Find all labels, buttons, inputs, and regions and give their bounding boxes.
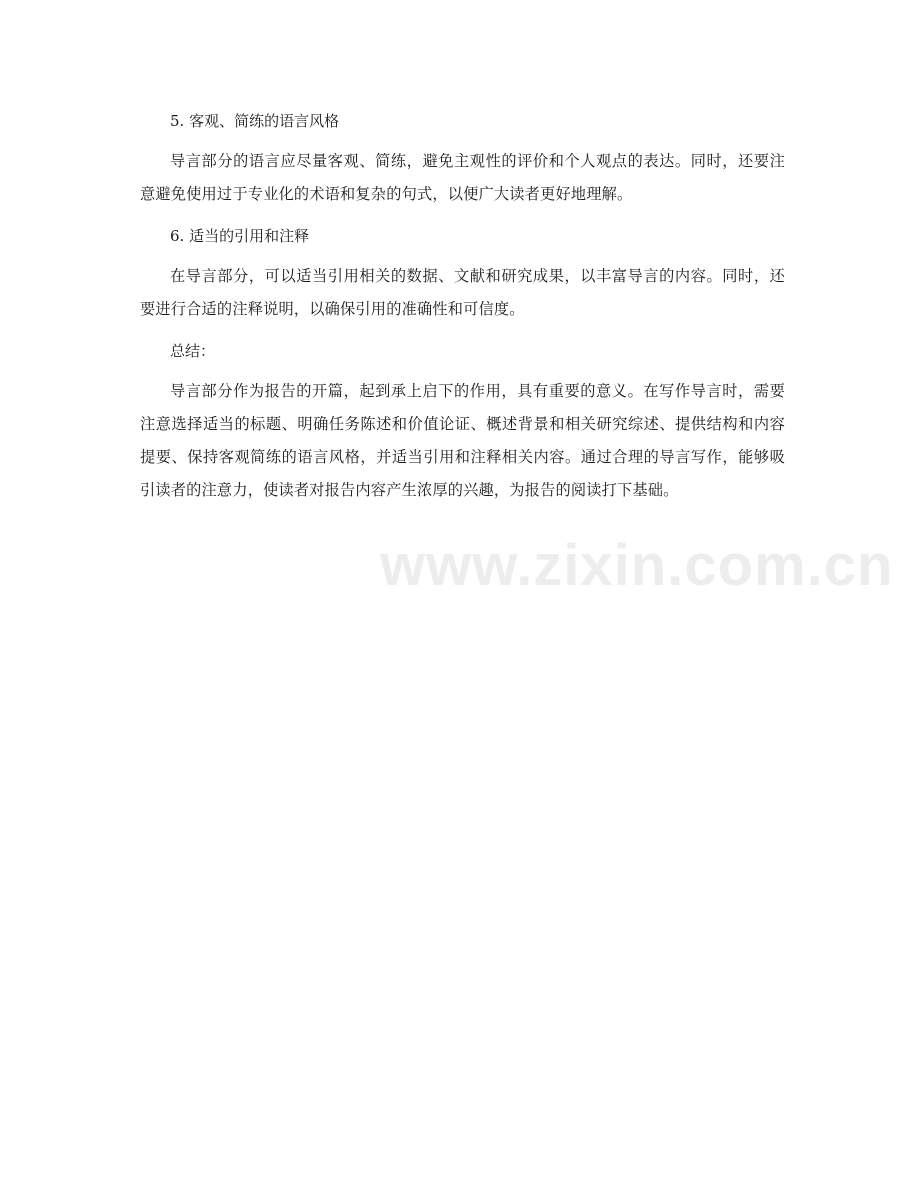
watermark-text: www.zixin.com.cn (380, 533, 894, 598)
section-5-heading: 5. 客观、简练的语言风格 (170, 112, 340, 130)
section-6-heading: 6. 适当的引用和注释 (170, 227, 310, 245)
section-5-paragraph: 导言部分的语言应尽量客观、简练，避免主观性的评价和个人观点的表达。同时，还要注意避免使用过于专业化的术语和复杂的句式，以便广大读者更好地理解。 (140, 152, 785, 203)
summary-heading: 总结： (170, 342, 216, 360)
document-content (140, 104, 785, 515)
summary-paragraph: 导言部分作为报告的开篇，起到承上启下的作用，具有重要的意义。在写作导言时，需要注意选择适当的标题、明确任务陈述和价值论证、概述背景和相关研究综述、提供结构和内容提要、保持客观简练的语言风格，并适当引用和注释相关内容。通过合理的导言写作，能够吸引读者的注意力，使读者对报告内容产生浓厚的兴趣，为报告的阅读打下基础。 (140, 382, 785, 499)
section-6-paragraph: 在导言部分，可以适当引用相关的数据、文献和研究成果，以丰富导言的内容。同时，还要进行合适的注释说明，以确保引用的准确性和可信度。 (140, 267, 785, 318)
